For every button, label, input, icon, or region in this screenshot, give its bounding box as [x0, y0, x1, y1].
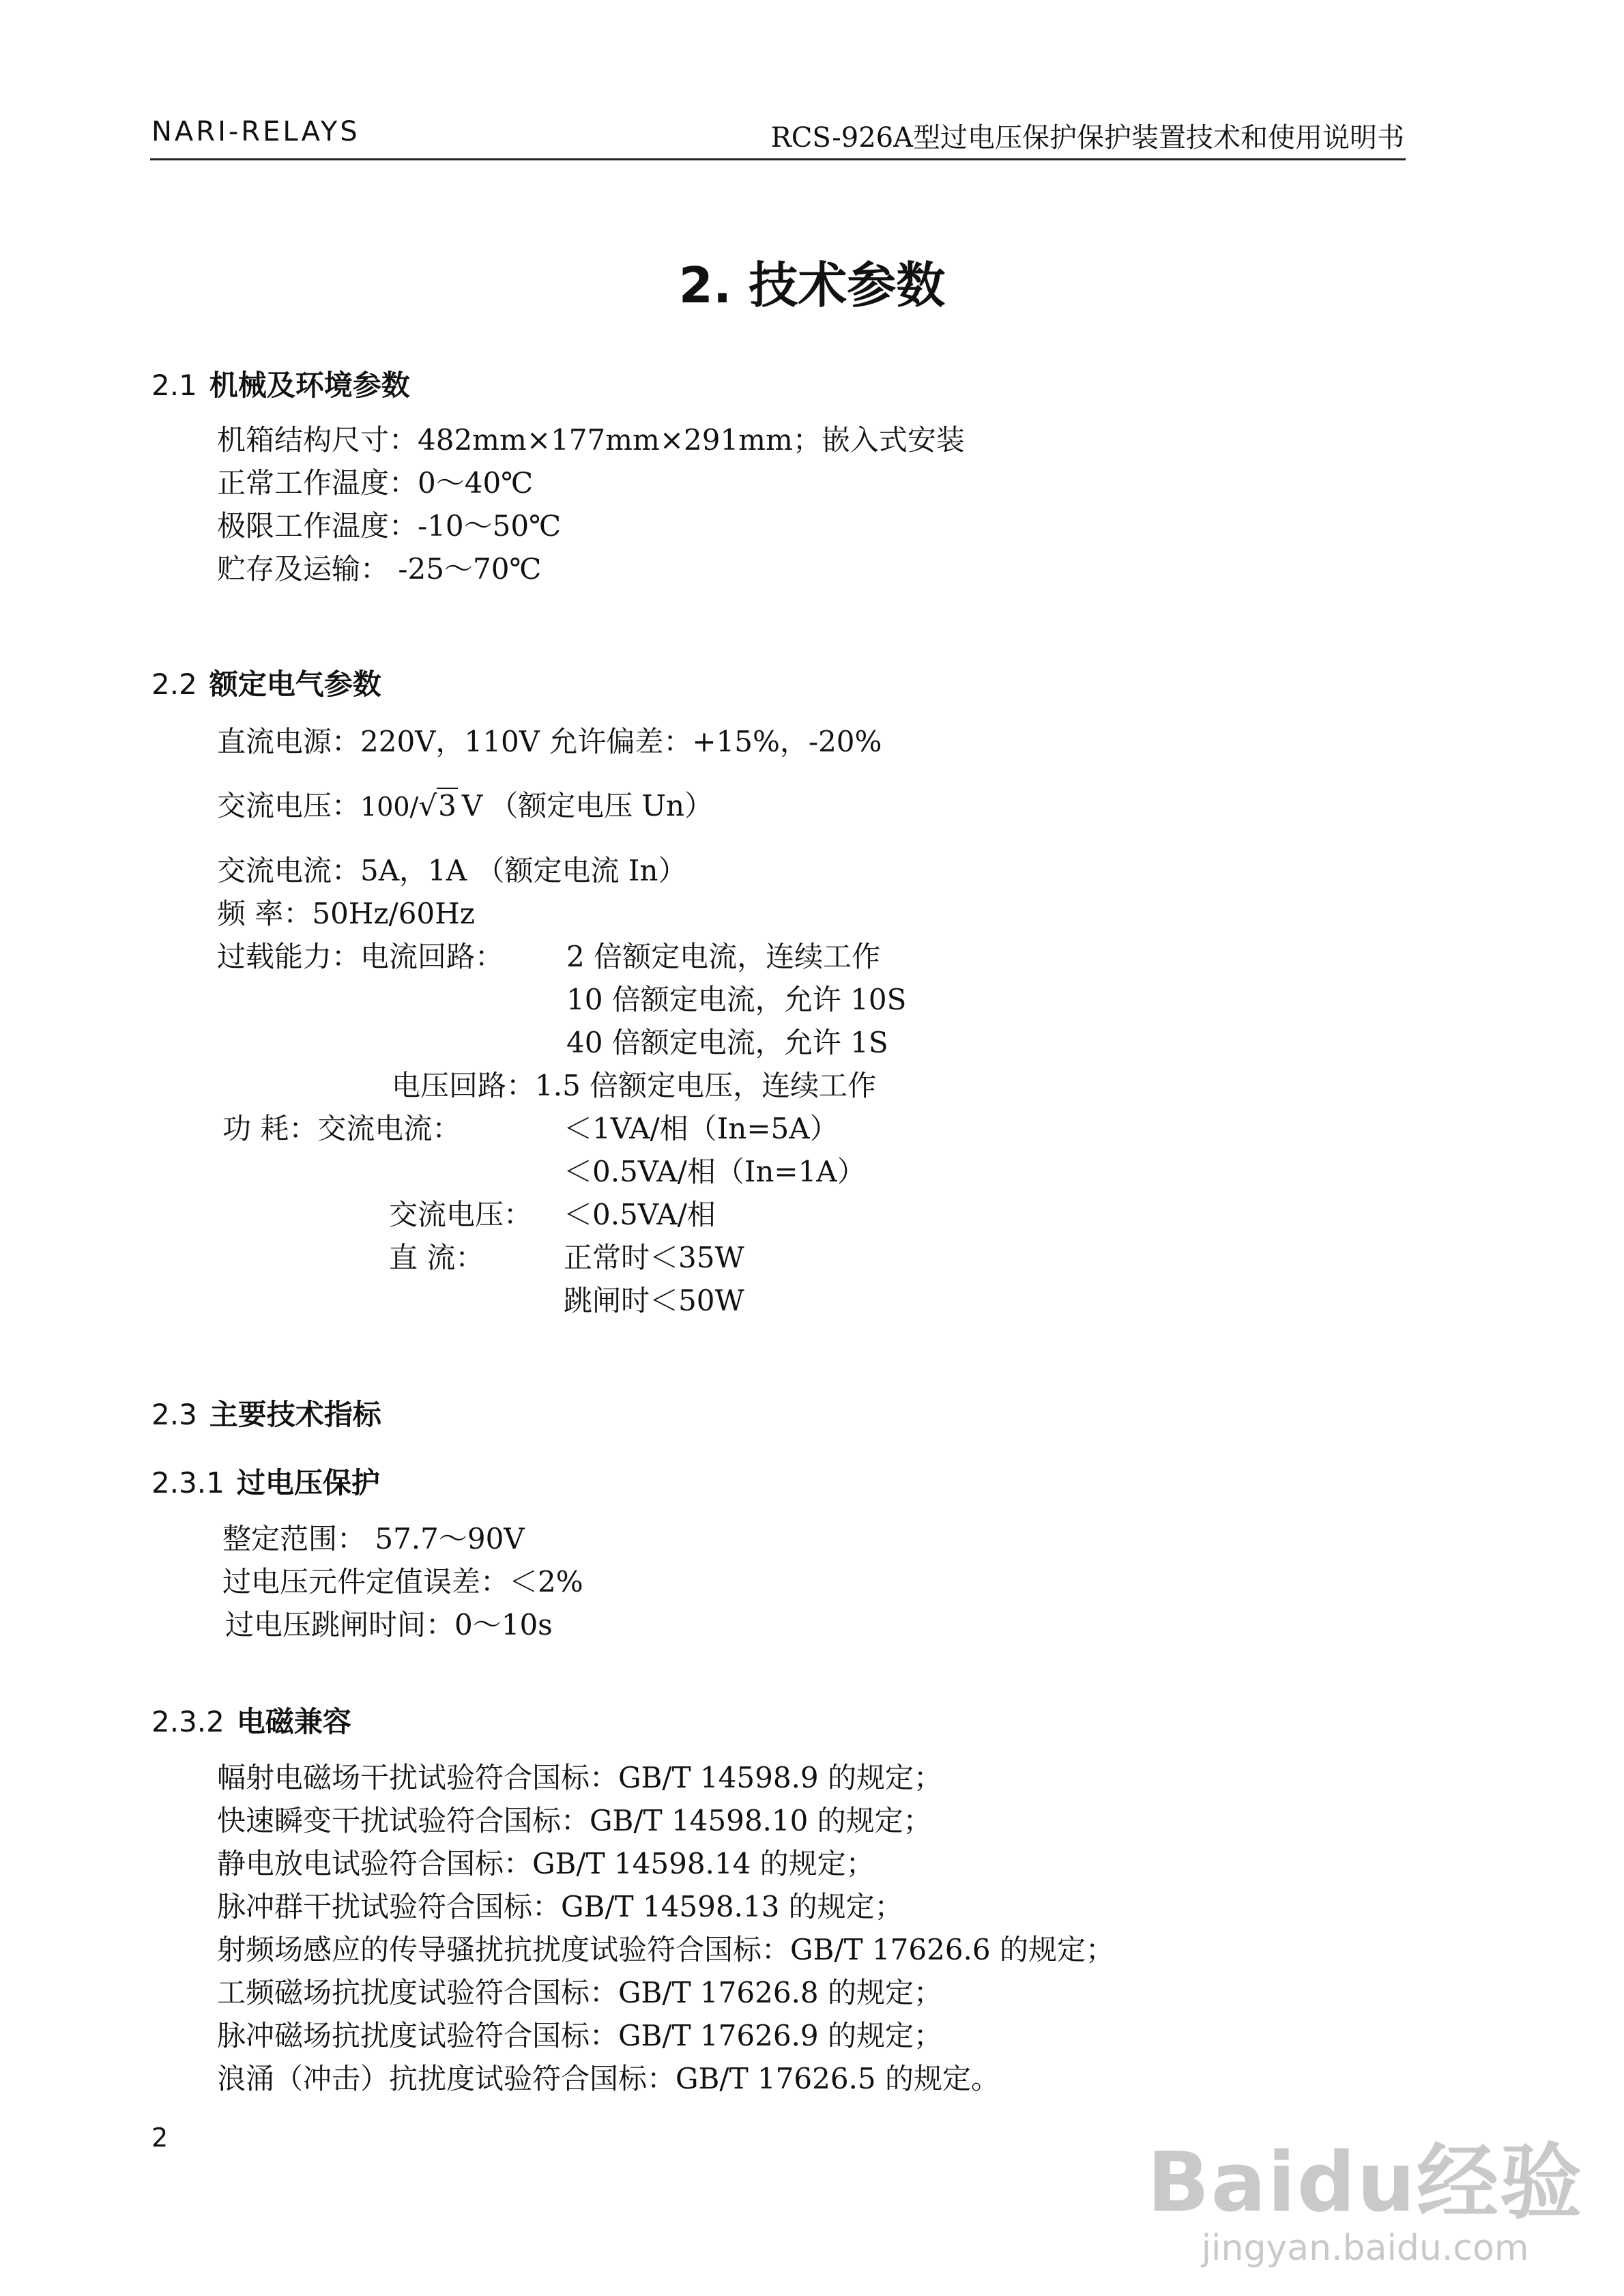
ac-current-line: 交流电流：5A，1A （额定电流 In） — [217, 854, 687, 887]
overload-label: 过载能力：电流回路： — [217, 940, 504, 973]
section-title: 过电压保护 — [236, 1466, 380, 1499]
page-number: 2 — [151, 2123, 169, 2153]
header-right: RCS-926A型过电压保护保护装置技术和使用说明书 — [770, 122, 1404, 154]
emc-line: 工频磁场抗扰度试验符合国标：GB/T 17626.8 的规定； — [217, 1976, 942, 2009]
watermark-url: jingyan.baidu.com — [1201, 2228, 1529, 2269]
ac-voltage-line — [217, 784, 713, 824]
section-number: 2.3 — [151, 1398, 197, 1431]
power-voltage-label: 交流电压： — [389, 1198, 533, 1231]
overload-line: 40 倍额定电流，允许 1S — [566, 1026, 888, 1059]
emc-line: 快速瞬变干扰试验符合国标：GB/T 14598.10 的规定； — [217, 1804, 932, 1837]
watermark — [1147, 2117, 1583, 2269]
ac-voltage-unit: V — [461, 789, 483, 822]
power-dc-value: 正常时＜35W — [564, 1241, 744, 1274]
emc-line: 射频场感应的传导骚扰抗扰度试验符合国标：GB/T 17626.6 的规定； — [217, 1933, 1114, 1966]
power-dc-value: 跳闸时＜50W — [564, 1284, 744, 1317]
power-line: ＜0.5VA/相（In=1A） — [564, 1155, 866, 1188]
ac-voltage-num: 100/ — [360, 792, 419, 822]
s231-line: 整定范围： 57.7～90V — [222, 1522, 525, 1555]
ac-voltage-note: （额定电压 Un） — [489, 789, 714, 822]
s21-line: 正常工作温度：0～40℃ — [217, 466, 534, 500]
emc-line: 幅射电磁场干扰试验符合国标：GB/T 14598.9 的规定； — [217, 1761, 942, 1794]
s21-line: 机箱结构尺寸：482mm×177mm×291mm；嵌入式安装 — [217, 423, 965, 457]
section-number: 2.2 — [151, 668, 197, 701]
s231-line: 过电压跳闸时间：0～10s — [225, 1608, 553, 1641]
sqrt-symbol: √3 — [418, 789, 456, 822]
emc-line: 静电放电试验符合国标：GB/T 14598.14 的规定； — [217, 1847, 875, 1880]
page-title: 2. 技术参数 — [678, 257, 946, 314]
section-2-1-heading — [151, 363, 410, 404]
section-2-3-1-heading — [151, 1461, 380, 1502]
power-label: 功 耗：交流电流： — [222, 1112, 461, 1145]
s231-line: 过电压元件定值误差：＜2% — [222, 1565, 583, 1598]
s21-line: 极限工作温度：-10～50℃ — [217, 509, 562, 543]
emc-line: 脉冲群干扰试验符合国标：GB/T 14598.13 的规定； — [217, 1890, 903, 1923]
section-title: 额定电气参数 — [209, 668, 381, 701]
overload-voltage-line: 电压回路：1.5 倍额定电压，连续工作 — [392, 1069, 877, 1102]
section-title: 电磁兼容 — [236, 1705, 351, 1738]
section-title: 主要技术指标 — [209, 1398, 381, 1431]
section-number: 2.3.1 — [151, 1466, 224, 1499]
header-left: NARI-RELAYS — [151, 116, 360, 147]
power-line: ＜1VA/相（In=5A） — [564, 1112, 839, 1145]
overload-line: 10 倍额定电流，允许 10S — [566, 983, 907, 1016]
power-voltage-value: ＜0.5VA/相 — [564, 1198, 716, 1231]
section-2-2-heading — [151, 662, 381, 703]
header-rule — [150, 158, 1406, 160]
watermark-brand: Baidu经验 — [1147, 2136, 1583, 2230]
ac-voltage-label: 交流电压： — [217, 789, 361, 822]
section-2-3-2-heading — [151, 1699, 351, 1740]
section-title: 机械及环境参数 — [209, 369, 410, 402]
section-number: 2.1 — [151, 369, 197, 402]
emc-line: 浪涌（冲击）抗扰度试验符合国标：GB/T 17626.5 的规定。 — [217, 2062, 1000, 2095]
section-number: 2.3.2 — [151, 1705, 224, 1738]
section-2-3-heading — [151, 1392, 381, 1433]
sqrt-radicand: 3 — [438, 789, 456, 822]
emc-line: 脉冲磁场抗扰度试验符合国标：GB/T 17626.9 的规定； — [217, 2019, 942, 2052]
s21-line: 贮存及运输： -25～70℃ — [217, 552, 542, 586]
overload-line: 2 倍额定电流，连续工作 — [566, 940, 881, 973]
frequency-line: 频 率：50Hz/60Hz — [217, 897, 475, 930]
power-dc-label: 直 流： — [389, 1241, 484, 1274]
dc-supply-line: 直流电源：220V，110V 允许偏差：+15%，-20% — [217, 725, 882, 758]
